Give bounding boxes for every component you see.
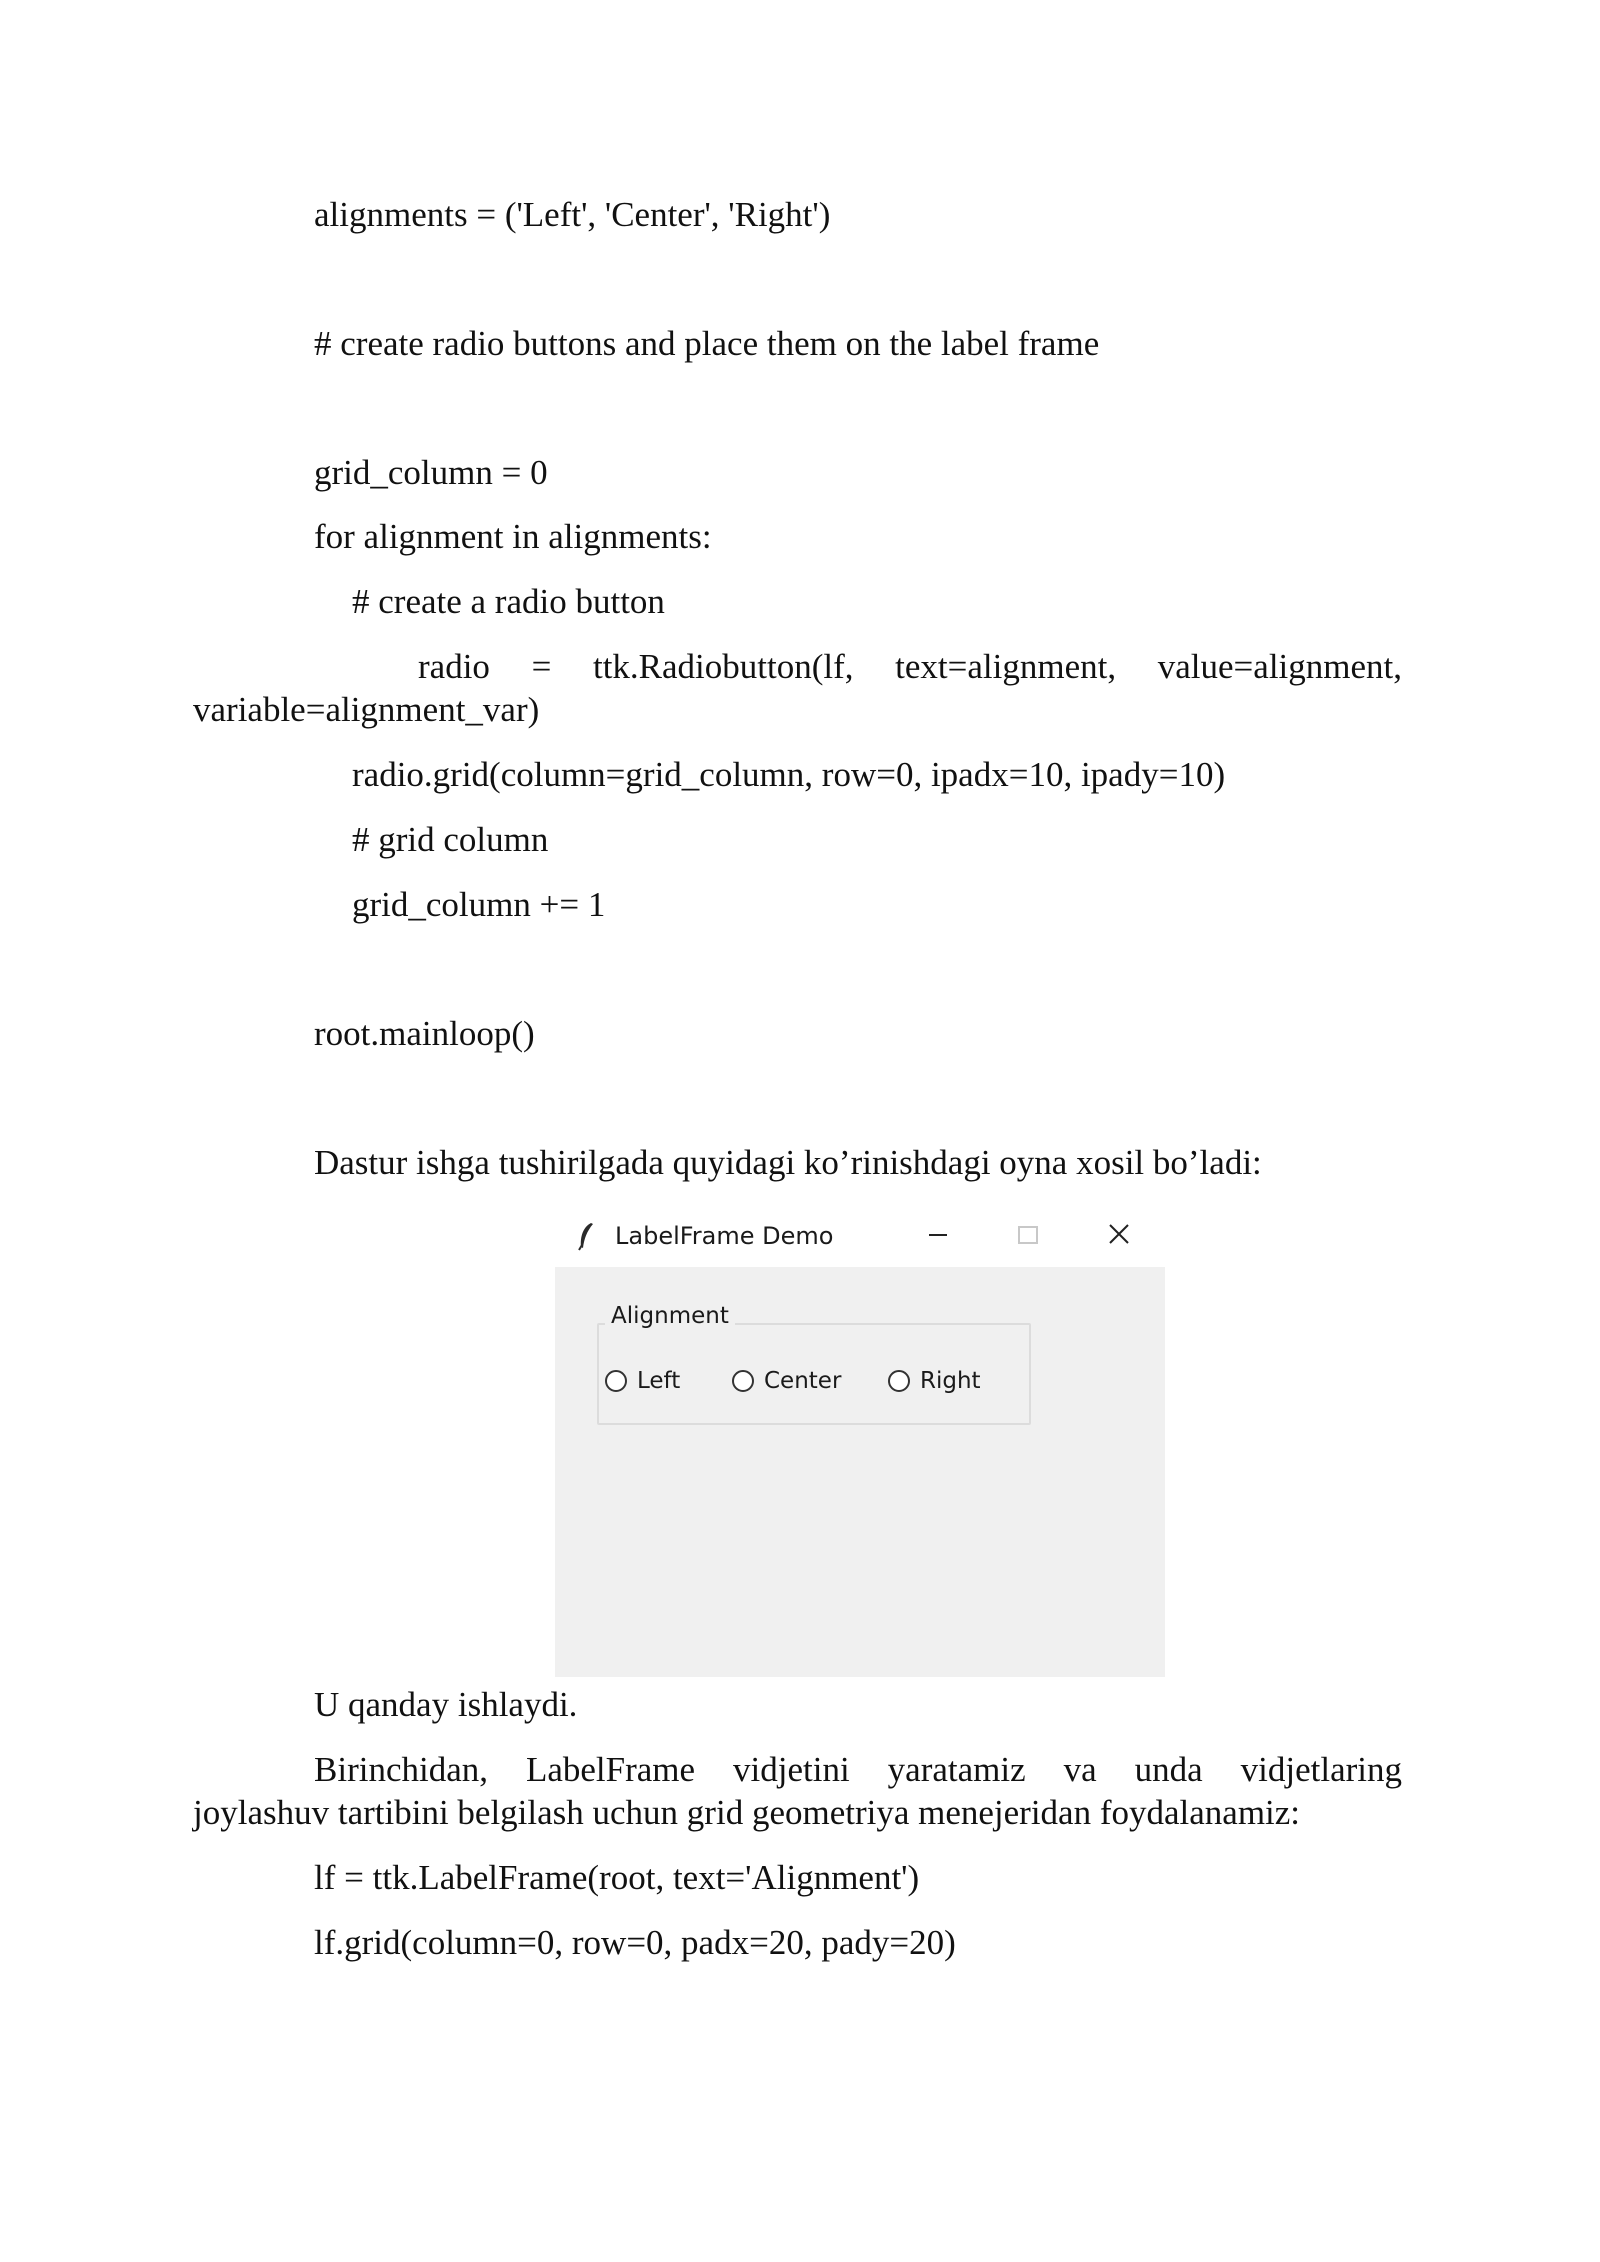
labelframe-demo-window — [555, 1205, 1165, 1677]
code-comment-grid: # grid column — [352, 820, 549, 859]
window-titlebar — [555, 1205, 1165, 1267]
code-alignments-line: alignments = ('Left', 'Center', 'Right') — [314, 195, 831, 234]
radio-right-label: Right — [920, 1368, 981, 1394]
code-radio-line-part1: radio = ttk.Radiobutton(lf, text=alignment, value=alignment, — [418, 647, 1402, 686]
intro-text: Dastur ishga tushirilgada quyidagi ko’rinishdagi oyna xosil bo’ladi: — [314, 1143, 1262, 1182]
radio-center-label: Center — [764, 1368, 842, 1394]
radio-circle-icon[interactable] — [732, 1370, 754, 1392]
explanation-para-line1: Birinchidan, LabelFrame vidjetini yaratamiz va unda vidjetlaring — [314, 1750, 1402, 1789]
explanation-code1: lf = ttk.LabelFrame(root, text='Alignment') — [314, 1858, 920, 1897]
feather-icon — [577, 1221, 595, 1251]
code-grid-column-init: grid_column = 0 — [314, 453, 548, 492]
explanation-heading: U qanday ishlaydi. — [314, 1685, 578, 1724]
code-grid-increment: grid_column += 1 — [352, 885, 606, 924]
radio-right[interactable] — [888, 1365, 981, 1397]
radio-left[interactable] — [605, 1365, 680, 1397]
radio-left-label: Left — [637, 1368, 681, 1394]
code-radio-grid-line: radio.grid(column=grid_column, row=0, ipadx=10, ipady=10) — [352, 755, 1226, 794]
close-icon[interactable] — [1099, 1217, 1139, 1253]
labelframe-title: Alignment — [605, 1301, 735, 1331]
code-mainloop: root.mainloop() — [314, 1014, 535, 1053]
explanation-para-line2: joylashuv tartibini belgilash uchun grid geometriya menejeridan foydalanamiz: — [193, 1793, 1301, 1832]
radio-circle-icon[interactable] — [888, 1370, 910, 1392]
code-for-line: for alignment in alignments: — [314, 517, 712, 556]
maximize-icon[interactable] — [1007, 1217, 1047, 1253]
code-radio-line-part2: variable=alignment_var) — [193, 690, 540, 729]
radio-circle-icon[interactable] — [605, 1370, 627, 1392]
window-title: LabelFrame Demo — [615, 1222, 834, 1250]
radio-center[interactable] — [732, 1365, 841, 1397]
explanation-code2: lf.grid(column=0, row=0, padx=20, pady=20) — [314, 1923, 956, 1962]
code-comment-create: # create radio buttons and place them on the label frame — [314, 324, 1100, 363]
code-comment-radio: # create a radio button — [352, 582, 665, 621]
minimize-icon[interactable] — [917, 1217, 957, 1253]
